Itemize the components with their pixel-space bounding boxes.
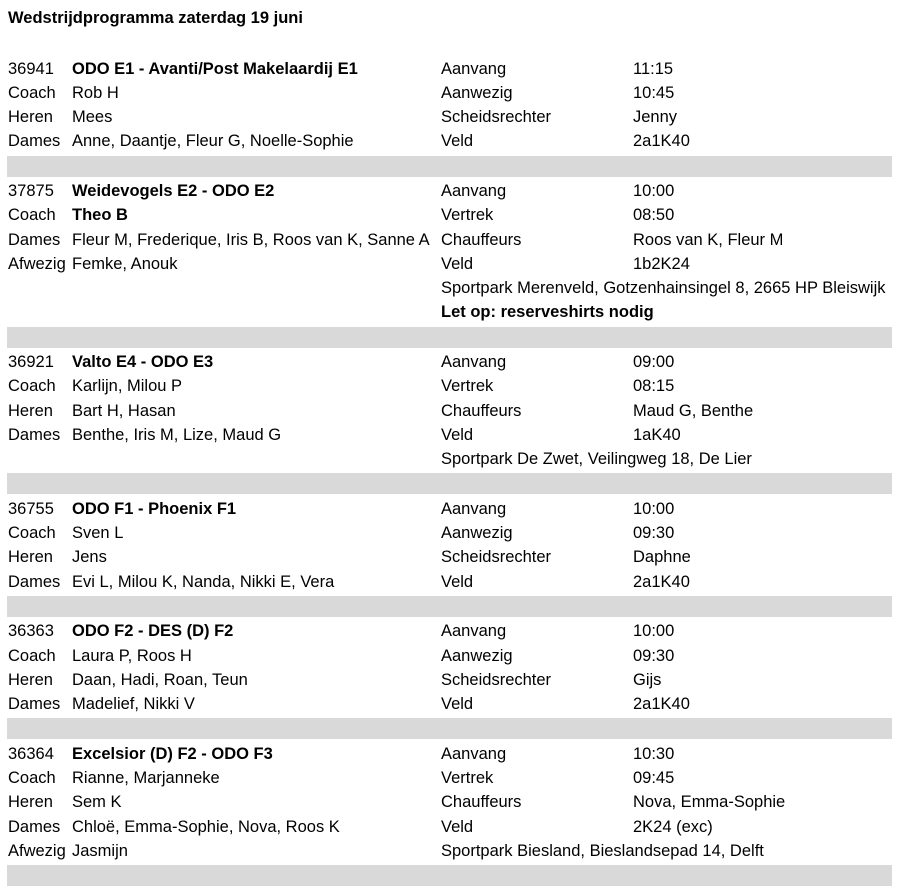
row-field: Chauffeurs — [441, 401, 522, 420]
row-label: Coach — [8, 377, 56, 396]
row-field: Veld — [441, 695, 474, 713]
match-separator — [7, 327, 892, 348]
row-field-value: 10:00 — [633, 182, 675, 200]
row-label: Coach — [8, 83, 56, 102]
row-field-value: 2a1K40 — [633, 695, 690, 713]
row-label: Coach — [8, 524, 56, 542]
row-label: Heren — [8, 670, 53, 689]
row-label: Dames — [8, 132, 61, 151]
row-field-value: 2a1K40 — [633, 572, 690, 591]
row-value: Karlijn, Milou P — [72, 377, 183, 396]
table-row — [0, 203, 907, 227]
row-value: Theo B — [72, 206, 128, 225]
match-separator — [7, 865, 892, 886]
table-row — [0, 815, 907, 839]
row-field-value: 2a1K40 — [633, 132, 690, 151]
match-separator — [7, 156, 892, 177]
row-field: Scheidsrechter — [441, 670, 552, 689]
row-field: Sportpark Merenveld, Gotzenhainsingel 8, 2665 HP Bleiswijk — [441, 279, 886, 297]
row-field-value: 08:15 — [633, 377, 675, 396]
row-label: 36363 — [8, 622, 54, 641]
row-field: Veld — [441, 254, 474, 273]
row-value: Bart H, Hasan — [72, 401, 176, 420]
row-value: Fleur M, Frederique, Iris B, Roos van K, Sanne A — [72, 230, 430, 249]
row-value: ODO F1 - Phoenix F1 — [72, 499, 237, 518]
row-field: Scheidsrechter — [441, 108, 552, 126]
table-row — [0, 497, 907, 521]
row-value: Rianne, Marjanneke — [72, 769, 220, 787]
row-field-value: 08:50 — [633, 206, 675, 225]
row-value: Jens — [72, 548, 107, 567]
row-value: ODO E1 - Avanti/Post Makelaardij E1 — [72, 59, 358, 78]
row-field: Vertrek — [441, 206, 494, 225]
table-row — [0, 839, 907, 863]
row-label: Coach — [8, 646, 56, 665]
row-field-value: 09:30 — [633, 646, 675, 665]
row-field: Aanwezig — [441, 83, 513, 102]
table-row — [0, 766, 907, 790]
row-label: Dames — [8, 230, 61, 249]
row-field-value: 09:00 — [633, 353, 675, 371]
row-value: Madelief, Nikki V — [72, 695, 195, 713]
table-row — [0, 105, 907, 129]
row-field: Aanvang — [441, 744, 507, 763]
row-value: Jasmijn — [72, 841, 128, 860]
table-row — [0, 374, 907, 398]
row-field-value: 09:45 — [633, 769, 675, 787]
match-separator — [7, 473, 892, 494]
row-field-value: Daphne — [633, 548, 691, 567]
table-row — [0, 228, 907, 252]
row-label: Heren — [8, 548, 53, 567]
row-field: Veld — [441, 425, 474, 444]
row-field: Aanvang — [441, 622, 507, 641]
row-label: Dames — [8, 425, 61, 444]
row-value: Chloë, Emma-Sophie, Nova, Roos K — [72, 817, 340, 836]
table-row — [0, 619, 907, 643]
row-value: Sven L — [72, 524, 124, 542]
row-value: Rob H — [72, 83, 119, 102]
row-label: Afwezig — [8, 841, 66, 860]
row-field: Aanwezig — [441, 646, 513, 665]
row-field-value: 11:15 — [633, 59, 674, 78]
row-label: Dames — [8, 572, 61, 591]
table-row — [0, 790, 907, 814]
row-label: Dames — [8, 695, 61, 713]
row-label: 36755 — [8, 499, 54, 518]
table-row — [0, 423, 907, 447]
row-value: Laura P, Roos H — [72, 646, 192, 665]
row-field: Aanvang — [441, 59, 507, 78]
page-title: Wedstrijdprogramma zaterdag 19 juni — [8, 9, 303, 27]
row-field-value: Jenny — [633, 108, 678, 126]
row-label: Coach — [8, 769, 56, 787]
row-label: 36921 — [8, 353, 54, 371]
table-row — [0, 179, 907, 203]
row-label: 36364 — [8, 744, 54, 763]
table-row — [0, 57, 907, 81]
table-row — [0, 570, 907, 594]
table-row — [0, 81, 907, 105]
row-field: Sportpark De Zwet, Veilingweg 18, De Lier — [441, 450, 752, 468]
row-field: Vertrek — [441, 377, 494, 396]
row-field: Aanvang — [441, 182, 507, 200]
table-row — [0, 252, 907, 276]
row-label: Heren — [8, 401, 53, 420]
table-row — [0, 276, 907, 300]
table-row — [0, 350, 907, 374]
row-value: Sem K — [72, 793, 122, 812]
match-separator — [7, 596, 892, 617]
row-field-value: Roos van K, Fleur M — [633, 230, 784, 249]
row-label: Coach — [8, 206, 56, 225]
row-field: Veld — [441, 817, 474, 836]
row-value: Evi L, Milou K, Nanda, Nikki E, Vera — [72, 572, 335, 591]
row-field: Chauffeurs — [441, 793, 522, 812]
table-row — [0, 447, 907, 471]
row-label: Afwezig — [8, 254, 66, 273]
row-field: Let op: reserveshirts nodig — [441, 303, 654, 322]
row-label: Heren — [8, 793, 53, 812]
row-field-value: 10:00 — [633, 622, 675, 641]
row-value: Excelsior (D) F2 - ODO F3 — [72, 744, 273, 763]
row-field: Aanvang — [441, 499, 507, 518]
row-label: Heren — [8, 108, 53, 126]
row-field: Veld — [441, 132, 474, 151]
row-value: Daan, Hadi, Roan, Teun — [72, 670, 248, 689]
row-field: Aanwezig — [441, 524, 513, 542]
row-field: Sportpark Biesland, Bieslandsepad 14, Delft — [441, 841, 764, 860]
row-value: ODO F2 - DES (D) F2 — [72, 622, 234, 641]
row-field-value: 10:45 — [633, 83, 675, 102]
row-value: Valto E4 - ODO E3 — [72, 353, 214, 371]
row-label: 36941 — [8, 59, 54, 78]
table-row — [0, 300, 907, 324]
table-row — [0, 521, 907, 545]
row-value: Mees — [72, 108, 113, 126]
row-field-value: 10:30 — [633, 744, 675, 763]
match-separator — [7, 718, 892, 739]
table-row — [0, 668, 907, 692]
row-value: Weidevogels E2 - ODO E2 — [72, 182, 275, 200]
table-row — [0, 742, 907, 766]
row-field-value: Maud G, Benthe — [633, 401, 754, 420]
row-field: Chauffeurs — [441, 230, 522, 249]
table-row — [0, 692, 907, 716]
table-row — [0, 129, 907, 153]
row-value: Femke, Anouk — [72, 254, 178, 273]
row-field-value: 2K24 (exc) — [633, 817, 713, 836]
row-field-value: 10:00 — [633, 499, 675, 518]
row-value: Anne, Daantje, Fleur G, Noelle-Sophie — [72, 132, 354, 151]
row-field: Vertrek — [441, 769, 494, 787]
table-row — [0, 399, 907, 423]
row-value: Benthe, Iris M, Lize, Maud G — [72, 425, 282, 444]
row-field: Aanvang — [441, 353, 507, 371]
row-field-value: Nova, Emma-Sophie — [633, 793, 786, 812]
row-field-value: Gijs — [633, 670, 662, 689]
table-row — [0, 644, 907, 668]
row-field: Scheidsrechter — [441, 548, 552, 567]
row-label: Dames — [8, 817, 61, 836]
row-field-value: 09:30 — [633, 524, 675, 542]
row-label: 37875 — [8, 182, 54, 200]
table-row — [0, 545, 907, 569]
row-field-value: 1b2K24 — [633, 254, 690, 273]
row-field-value: 1aK40 — [633, 425, 681, 444]
row-field: Veld — [441, 572, 474, 591]
